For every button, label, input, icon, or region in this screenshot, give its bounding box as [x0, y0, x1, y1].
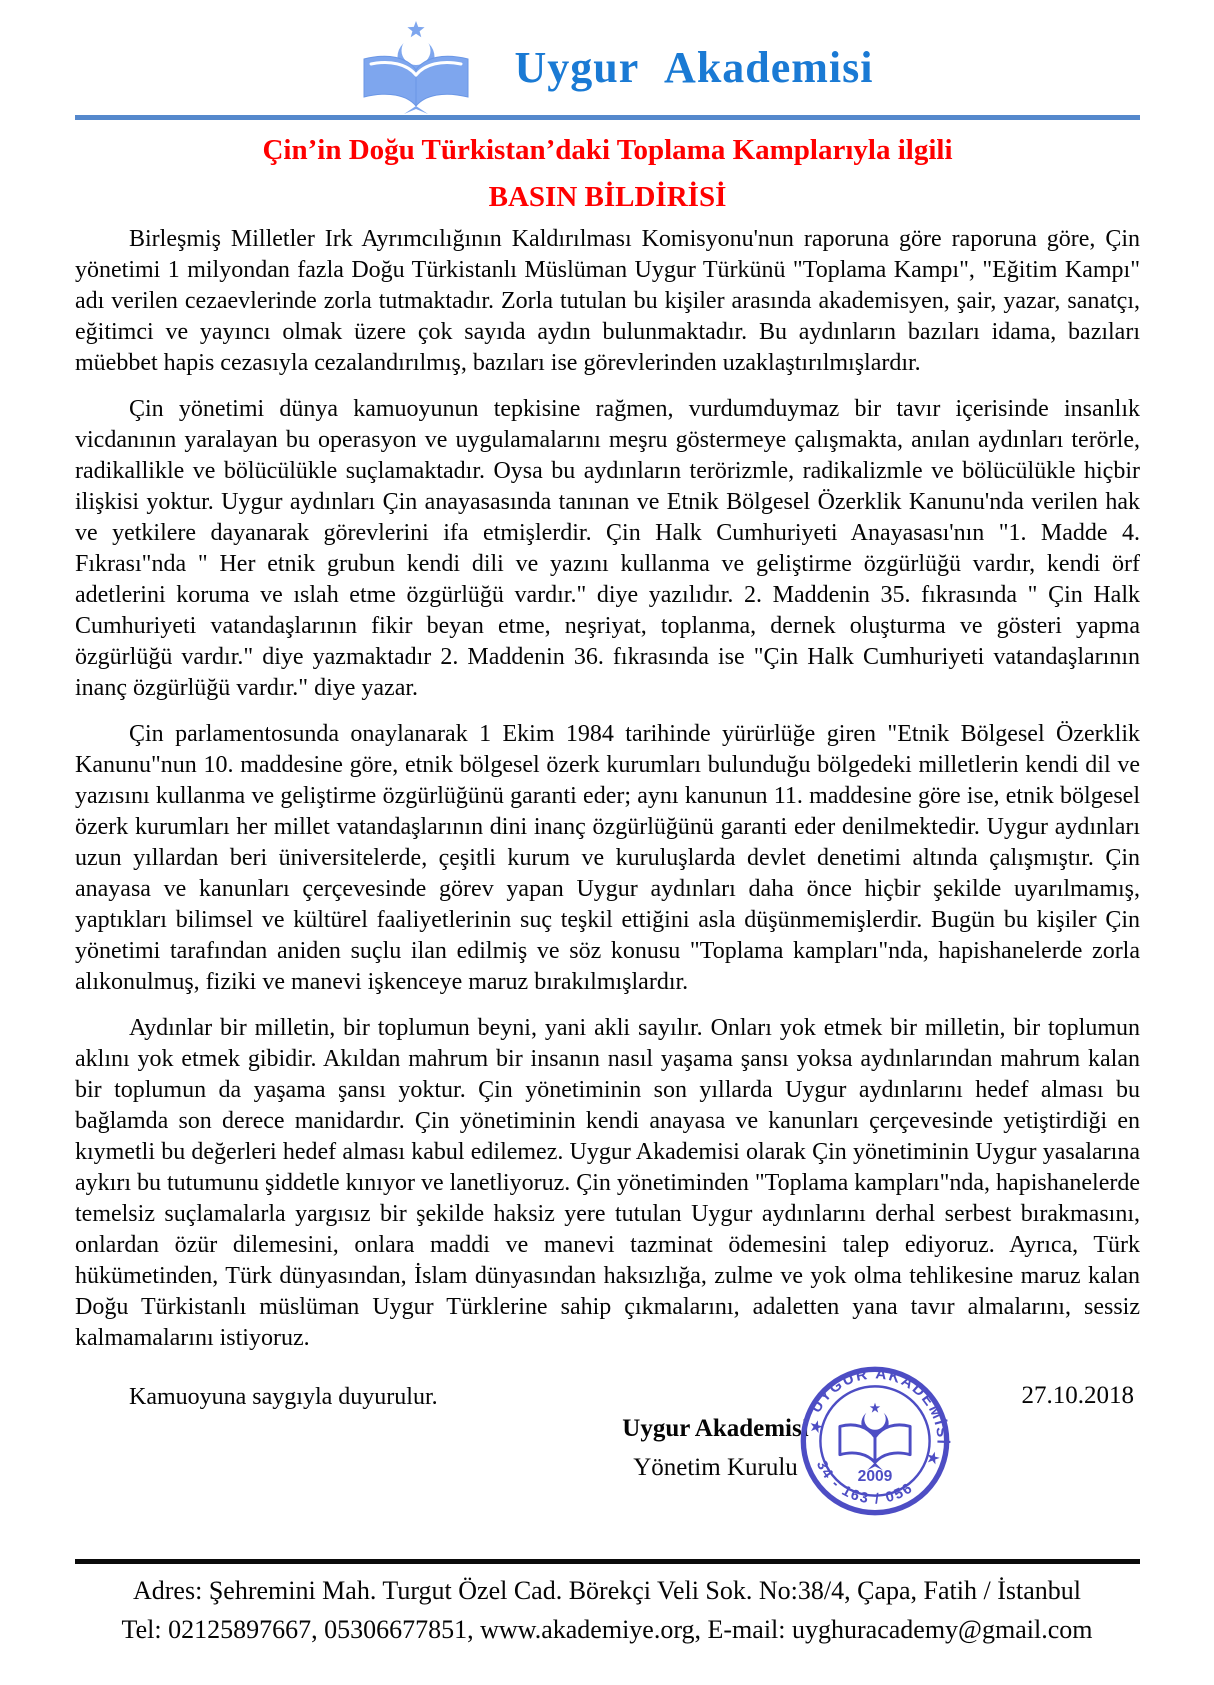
document-subject-title: Çin’in Doğu Türkistan’daki Toplama Kamplarıyla ilgili: [262, 134, 953, 166]
stamp-book-star-icon: ★: [868, 1400, 882, 1417]
closing-line: Kamuoyuna saygıyla duyurulur.: [129, 1384, 438, 1410]
document-titles: [75, 134, 1140, 214]
body-paragraph: Aydınlar bir milletin, bir toplumun beyni, yani akli sayılır. Onları yok etmek bir milletin, bir toplumun aklını yok etmek gibidir. Akıldan mahrum bir insanın nasıl yaşama şansı yoksa aydınlarından mahrum kalan bir toplumun da yaşama şansı yoktur. Çin yönetiminin son yıllarda Uygur aydınlarını hedef alması bu bağlamda son derece manidardır. Çin yönetiminin kendi anayasa ve kanunları çerçevesinde yetiştirdiği en kıymetli bu değerleri hedef alması kabul edilemez. Uygur Akademisi olarak Çin yönetiminin Uygur yasalarına aykırı bu tutumunu şiddetle kınıyor ve lanetliyoruz. Çin yönetiminden "Toplama kampları"nda, hapishanelerde temelsiz suçlamalarla yargısız bir şekilde haksiz yere tutulan Uygur aydınlarını derhal serbest bırakmasını, onlardan özür dilemesini, onlara maddi ve manevi tazminat ödemesini talep ediyoruz. Ayrıca, Türk hükümetinden, Türk dünyasından, İslam dünyasından haksızlığa, zulme ve yok olma tehlikesine maruz kalan Doğu Türkistanlı müslüman Uygur Türklerine sahip çıkmalarını, adaletten yana tavır almalarını, sessiz kalmamalarını istiyoruz.: [75, 1015, 1140, 1351]
footer: [30, 1571, 1184, 1649]
header-divider: [75, 115, 1140, 120]
footer-divider: [75, 1559, 1140, 1564]
org-title: Uygur Akademisi: [514, 42, 874, 92]
signature-block: [75, 1365, 1140, 1549]
stamp-star-left-icon: ★: [806, 1415, 826, 1438]
star-icon: [408, 21, 425, 37]
signature-unit: Yönetim Kurulu: [633, 1454, 798, 1481]
document-date: 27.10.2018: [1021, 1382, 1134, 1409]
uygur-akademisi-logo: [340, 20, 492, 114]
press-release-heading: BASIN BİLDİRİSİ: [488, 181, 727, 213]
signature-names: [613, 1409, 818, 1487]
document-body: [75, 224, 1140, 1549]
stamp-top-text: UYGUR AKADEMİSİ: [807, 1365, 951, 1447]
signature-org: Uygur Akademisi: [622, 1415, 809, 1442]
body-paragraph: Çin parlamentosunda onaylanarak 1 Ekim 1984 tarihinde yürürlüğe giren "Etnik Bölgesel Özerklik Kanunu"nun 10. maddesine göre, etnik bölgesel özerk kurumları bulunduğu bölgedeki milletlerin kendi dil ve yazısını kullanma ve geliştirme özgürlüğünü garanti eder; aynı kanunun 11. maddesine göre ise, etnik bölgesel özerk kurumları her millet vatandaşlarının dini inanç özgürlüğünü garanti eder denilmektedir. Uygur aydınları uzun yıllardan beri üniversitelerde, çeşitli kurum ve kuruluşlarda devlet denetimi altında çalışmıştır. Çin anayasa ve kanunları çerçevesinde görev yapan Uygur aydınları daha önce hiçbir şekilde uyarılmamış, yaptıkları bilimsel ve kültürel faaliyetlerinin suç teşkil ettiğini asla düşünmemişlerdir. Bugün bu kişiler Çin yönetimi tarafından aniden suçlu ilan edilmiş ve söz konusu "Toplama kampları"nda, hapishanelerde zorla alıkonulmuş, fiziki ve manevi işkenceye maruz bırakılmışlardır.: [75, 721, 1140, 995]
footer-address-line: Adres: Şehremini Mah. Turgut Özel Cad. Börekçi Veli Sok. No:38/4, Çapa, Fatih / İstanbul: [133, 1576, 1081, 1605]
official-stamp-seal: [797, 1363, 953, 1519]
stamp-book-icon: [840, 1401, 910, 1471]
stamp-bottom-text: 34 - 163 / 056: [812, 1458, 917, 1508]
body-paragraph: Çin yönetimi dünya kamuoyunun tepkisine rağmen, vurdumduymaz bir tavır içerisinde insanlık vicdanının yaralayan bu operasyon ve uygulamalarını meşru göstermeye çalışmakta, anılan aydınları terörle, radikallikle ve bölücülükle suçlamaktadır. Oysa bu aydınların terörizmle, radikalizmle ve bölücülükle hiçbir ilişkisi yoktur. Uygur aydınları Çin anayasasında tanınan ve Etnik Bölgesel Özerklik Kanunu'nda verilen hak ve yetkilere dayanarak görevlerini ifa etmişlerdir. Çin Halk Cumhuriyeti Anayasası'nın "1. Madde 4. Fıkrası"nda " Her etnik grubun kendi dili ve yazını kullanma ve geliştirme özgürlüğü vardır, kendi örf adetlerini koruma ve ıslah etme özgürlüğü vardır." diye yazılıdır. 2. Maddenin 35. fıkrasında " Çin Halk Cumhuriyeti vatandaşlarının fikir beyan etme, neşriyat, toplanma, dernek oluşturma ve gösteri yapma özgürlüğü vardır." diye yazmaktadır 2. Maddenin 36. fıkrasında ise "Çin Halk Cumhuriyeti vatandaşlarının inanç özgürlüğü vardır." diye yazar.: [75, 396, 1140, 701]
header: [0, 20, 1214, 114]
stamp-year: 2009: [857, 1467, 893, 1485]
footer-contact-line: Tel: 02125897667, 05306677851, www.akademiye.org, E-mail: uyghuracademy@gmail.com: [121, 1615, 1093, 1644]
stamp-star-right-icon: ★: [923, 1446, 943, 1470]
body-paragraph: Birleşmiş Milletler Irk Ayrımcılığının Kaldırılması Komisyonu'nun raporuna göre raporuna göre, Çin yönetimi 1 milyondan fazla Doğu Türkistanlı Müslüman Uygur Türkünü "Toplama Kampı", "Eğitim Kampı" adı verilen cezaevlerinde zorla tutmaktadır. Zorla tutulan bu kişiler arasında akademisyen, şair, yazar, sanatçı, eğitimci ve yayıncı olmak üzere çok sayıda aydın bulunmaktadır. Bu aydınların bazıları idama, bazıları müebbet hapis cezasıyla cezalandırılmış, bazıları ise görevlerinden uzaklaştırılmışlardır.: [75, 226, 1140, 376]
